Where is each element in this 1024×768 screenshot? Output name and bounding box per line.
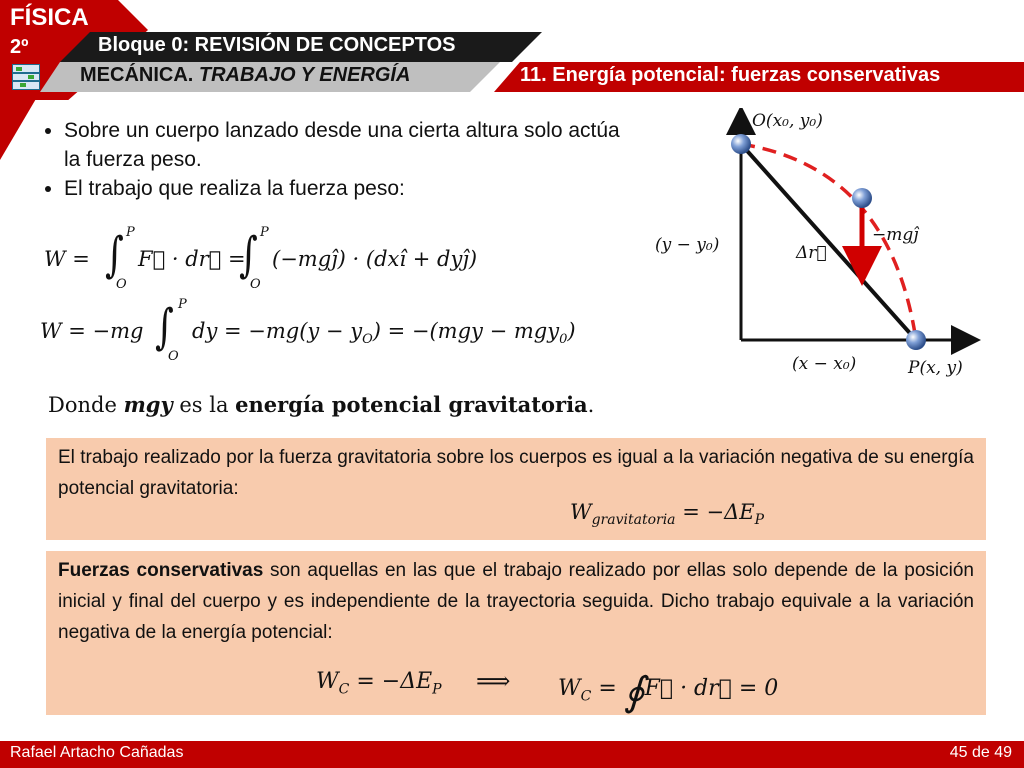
box2-body: son aquellas en las que el trabajo realizado por ellas solo depende de la posición inicial y final del cuerpo y es independiente de la trayectoria seguida. Dicho trabajo equivale a la variación negativa de la energía potencial:	[58, 560, 974, 643]
dx-label: (x − x₀)	[792, 354, 857, 374]
eq2-upper-limit: P	[178, 297, 187, 312]
eq2-sub-0: 0	[559, 332, 568, 348]
donde-prefix: Donde	[48, 393, 124, 417]
box2-formula-1	[316, 669, 442, 697]
section-title	[80, 64, 410, 87]
bullet-list	[40, 116, 640, 203]
eq2-lower-limit: O	[168, 349, 179, 364]
implies-symbol: ⟹	[476, 667, 511, 695]
box1-formula-w: W	[570, 500, 592, 524]
box1-text: El trabajo realizado por la fuerza gravitatoria sobre los cuerpos es igual a la variación negativa de su energía potencial gravitatoria:	[58, 447, 974, 499]
eq1-lower-limit: O	[116, 277, 127, 292]
donde-sentence	[48, 392, 594, 417]
box1-formula-sub: gravitatoria	[591, 512, 676, 529]
eq1-upper-limit-2: P	[260, 225, 269, 240]
conservative-forces-box	[46, 551, 986, 715]
footer-page-number: 45 de 49	[949, 744, 1012, 761]
box2-f2-sub: C	[580, 688, 592, 705]
box2-bold: Fuerzas conservativas	[58, 560, 264, 581]
bullet-item: • Sobre un cuerpo lanzado desde una cierta altura solo actúa la fuerza peso.	[64, 116, 640, 174]
box1-formula	[570, 500, 764, 528]
integral-symbol: ∫	[105, 227, 124, 283]
donde-suffix: .	[587, 393, 595, 417]
box2-f1-w: W	[316, 669, 339, 694]
subject-title: FÍSICA	[10, 4, 89, 31]
eq2-sub-o: O	[362, 332, 373, 348]
box2-f1-rhs: = −ΔE	[349, 669, 433, 694]
slide-topic: 11. Energía potencial: fuerzas conservativas	[520, 64, 941, 86]
eq1-lhs: W =	[44, 247, 90, 271]
eq2-rhs: dy = −mg(y − y	[192, 319, 363, 343]
box2-formula-2	[558, 669, 778, 715]
integral-symbol: ∫	[239, 227, 258, 283]
eq1-mid2: (−mgĵ) · (dxî + dyĵ)	[272, 247, 478, 271]
block-title: Bloque 0: REVISIÓN DE CONCEPTOS	[98, 34, 456, 56]
box2-f1-sub: C	[338, 681, 350, 698]
eq1-mid1: F⃗ · dr⃗ =	[138, 247, 246, 271]
origin-label: O(x₀, y₀)	[752, 111, 823, 131]
ball-middle	[852, 188, 872, 208]
eq2-end: )	[567, 319, 576, 343]
box2-f1-rhs-sub: P	[432, 681, 442, 698]
ball-origin	[731, 134, 751, 154]
donde-bold-phrase: energía potencial gravitatoria	[235, 392, 588, 417]
box2-text	[46, 551, 986, 648]
level-label: 2º	[10, 36, 29, 58]
abacus-icon	[12, 64, 40, 95]
gravitational-work-box	[46, 438, 986, 540]
equation-work-result	[40, 297, 640, 367]
equation-work-integral	[44, 225, 544, 295]
dr-label: Δr⃗	[796, 243, 827, 263]
box2-f2-w: W	[558, 676, 581, 701]
ball-end	[906, 330, 926, 350]
force-label: −mgĵ	[872, 225, 919, 245]
donde-mgy: mgy	[123, 392, 173, 417]
eq1-lower-limit-2: O	[250, 277, 261, 292]
point-label: P(x, y)	[908, 358, 963, 378]
box2-f2-rhs: F⃗ · dr⃗ = 0	[644, 676, 779, 701]
section-italic: TRABAJO Y ENERGÍA	[198, 64, 411, 86]
eq1-upper-limit: P	[126, 225, 135, 240]
footer-author: Rafael Artacho Cañadas	[10, 744, 184, 761]
box2-f2-mid: =	[591, 676, 624, 701]
eq2-lhs: W = −mg	[40, 319, 144, 343]
donde-middle: es la	[172, 393, 236, 417]
integral-symbol: ∫	[155, 299, 174, 355]
box1-formula-rhs: = −ΔE	[675, 500, 755, 524]
dy-label: (y − y₀)	[655, 235, 720, 255]
section-plain: MECÁNICA.	[80, 64, 199, 86]
bullet-item: • El trabajo que realiza la fuerza peso:	[64, 174, 640, 203]
box1-formula-rhs-sub: P	[754, 512, 764, 529]
contour-integral-symbol: ∮	[623, 669, 645, 715]
eq2-rest: ) = −(mgy − mgy	[372, 319, 560, 343]
